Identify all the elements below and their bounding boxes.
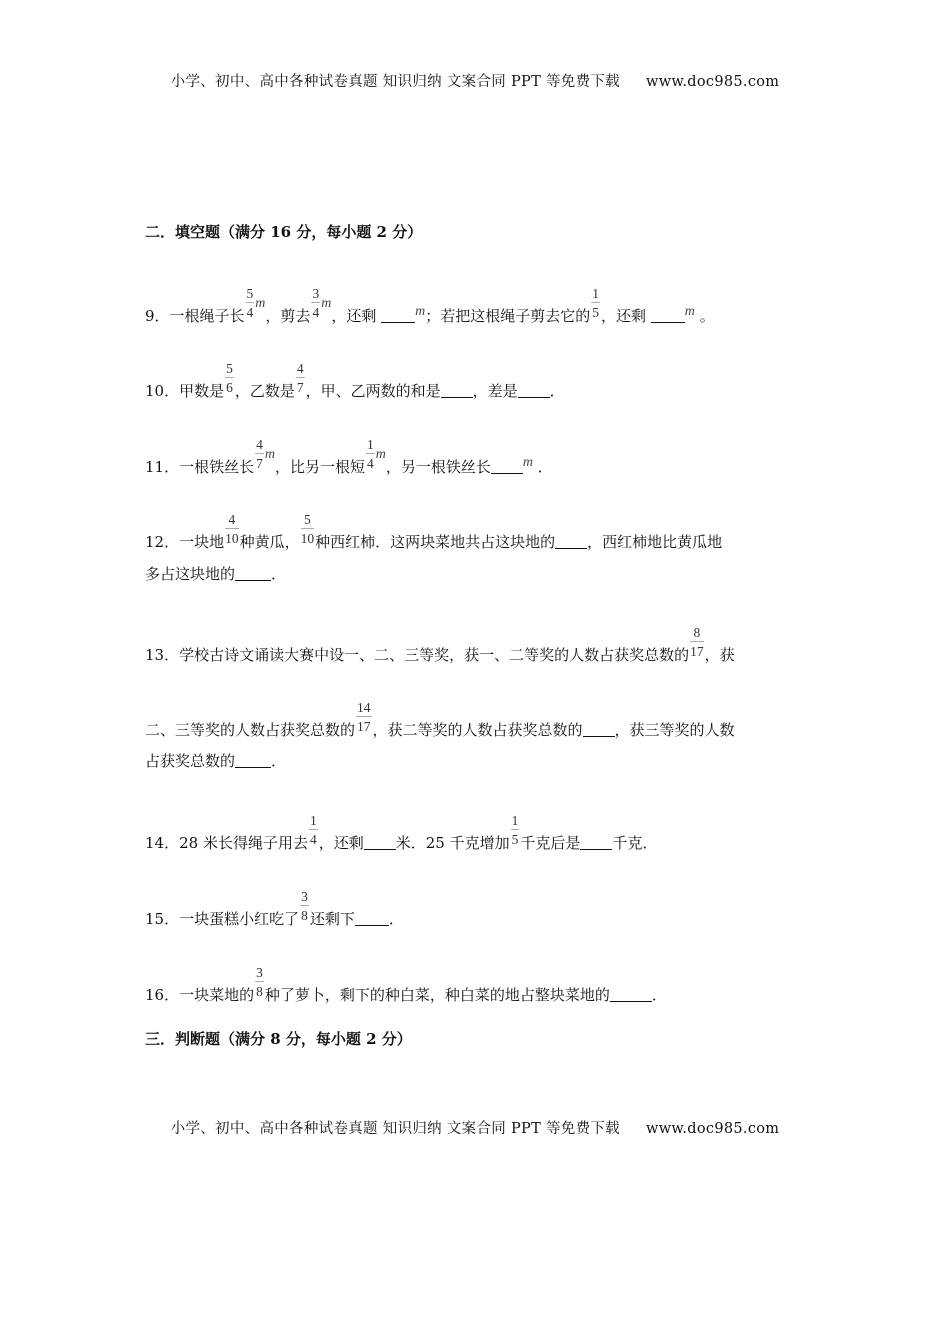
q10-text-c: ，甲、乙两数的和是 [305, 382, 441, 400]
q14-text-c: 米．25 千克增加 [395, 834, 510, 852]
q12-text-c: 种西红柿．这两块菜地共占这块地的 [315, 533, 556, 551]
q9-f1-num: 5 [246, 286, 254, 301]
q12-blank-1[interactable] [555, 534, 587, 549]
q13-text-b: ，获 [704, 646, 735, 664]
section-2-title: 二．填空题（满分 16 分，每小题 2 分） [145, 223, 423, 241]
q9-unit-4: m [684, 304, 695, 319]
q11-f1-num: 4 [256, 437, 263, 452]
q11-unit-2: m [375, 447, 386, 462]
q14-f1-num: 1 [309, 813, 317, 828]
q13-line2-text-c: ，获三等奖的人数 [614, 721, 735, 739]
q15-text-b: 还剩下 [309, 910, 355, 928]
q10-text-a: 10．甲数是 [145, 382, 225, 400]
q15-f1-den: 8 [301, 908, 308, 923]
q9-fraction-3 [591, 286, 600, 320]
q13-fraction-2 [356, 700, 372, 734]
q14-blank-2[interactable] [580, 835, 612, 850]
q10-f2-den: 7 [296, 380, 304, 395]
q13-text-a: 13．学校古诗文诵读大赛中设一、二、三等奖，获一、二等奖的人数占获奖总数的 [145, 646, 690, 664]
q13-f1-num: 8 [690, 625, 704, 642]
q14-text-a: 14．28 米长得绳子用去 [145, 834, 308, 852]
question-11 [145, 437, 810, 481]
q12-f1-den: 10 [225, 531, 239, 546]
q11-text-c: ，另一根铁丝长 [385, 458, 491, 476]
q14-text-b: ，还剩 [318, 834, 364, 852]
q9-blank-2[interactable] [651, 308, 685, 323]
q10-fraction-1 [225, 361, 234, 395]
q9-text-d: ；若把这根绳子剪去它的 [425, 307, 591, 325]
q15-text-c: ． [388, 910, 404, 928]
q11-text-a: 11．一根铁丝长 [145, 458, 255, 476]
q16-text-c: ． [651, 986, 667, 1004]
q13-f1-den: 17 [690, 644, 704, 659]
q9-text-f: 。 [699, 307, 715, 325]
page-footer [0, 1117, 950, 1138]
header-site: www.doc985.com [645, 74, 780, 90]
q16-f1-num: 3 [256, 965, 263, 980]
q14-f1-den: 4 [309, 832, 317, 847]
q16-text-a: 16．一块菜地的 [145, 986, 255, 1004]
q16-text-b: 种了萝卜，剩下的种白菜，种白菜的地占整块菜地的 [264, 986, 610, 1004]
section-3-title: 三．判断题（满分 8 分，每小题 2 分） [145, 1030, 412, 1048]
q11-text-d: ． [537, 458, 553, 476]
q12-f2-den: 10 [300, 531, 315, 546]
q11-f1-den: 7 [256, 456, 263, 471]
q10-f2-num: 4 [296, 361, 304, 376]
q9-f3-num: 1 [592, 286, 599, 301]
q13-line2-text-a: 二、三等奖的人数占获奖总数的 [145, 721, 356, 739]
question-13 [145, 625, 810, 669]
q14-text-e: 千克． [612, 834, 658, 852]
q16-blank[interactable] [610, 987, 652, 1002]
q9-text-a: 9．一根绳子长 [145, 307, 245, 325]
q10-text-e: ． [549, 382, 565, 400]
q14-f2-num: 1 [511, 813, 519, 828]
q12-text-a: 12．一块地 [145, 533, 225, 551]
q9-f1-den: 4 [246, 305, 254, 320]
q9-fraction-1 [246, 286, 255, 320]
q9-text-e: ，还剩 [601, 307, 647, 325]
q13-f2-num: 14 [357, 700, 371, 715]
q9-f3-den: 5 [592, 305, 599, 320]
q12-f1-num: 4 [225, 512, 239, 529]
q15-text-a: 15．一块蛋糕小红吃了 [145, 910, 300, 928]
q13-line2-text-b: ，获二等奖的人数占获奖总数的 [372, 721, 583, 739]
q15-f1-num: 3 [301, 889, 308, 904]
q9-fraction-2 [311, 286, 320, 320]
question-12 [145, 512, 810, 556]
q13-blank-1[interactable] [583, 722, 615, 737]
q9-unit-2: m [321, 296, 332, 311]
q11-fraction-2 [366, 437, 375, 471]
q12-f2-num: 5 [301, 512, 315, 529]
question-12-line2 [145, 563, 286, 584]
q11-f2-num: 1 [366, 437, 374, 452]
q12-text-d: ，西红柿地比黄瓜地 [587, 533, 723, 551]
q12-fraction-1 [225, 512, 239, 546]
q15-blank[interactable] [355, 911, 389, 926]
q9-text-b: ，剪去 [265, 307, 311, 325]
question-13-line3 [145, 750, 286, 771]
question-13-line2 [145, 700, 810, 744]
footer-text: 小学、初中、高中各种试卷真题 知识归纳 文案合同 PPT 等免费下载 [170, 1121, 620, 1137]
q9-unit-3: m [415, 304, 426, 319]
question-16 [145, 965, 810, 1009]
q10-f1-num: 5 [226, 361, 233, 376]
q9-unit-1: m [255, 296, 266, 311]
q9-f2-num: 3 [312, 286, 320, 301]
q11-f2-den: 4 [366, 456, 374, 471]
q10-blank-1[interactable] [441, 383, 473, 398]
q10-fraction-2 [296, 361, 305, 395]
q13-f2-den: 17 [357, 719, 371, 734]
q14-fraction-1 [309, 813, 318, 847]
q11-blank[interactable] [491, 459, 523, 474]
footer-site: www.doc985.com [645, 1121, 780, 1137]
q9-blank-1[interactable] [381, 308, 415, 323]
q10-f1-den: 6 [226, 380, 233, 395]
q10-blank-2[interactable] [518, 383, 550, 398]
q13-fraction-1 [690, 625, 704, 659]
q16-fraction-1 [255, 965, 264, 999]
q12-text-b: 种黄瓜， [239, 533, 300, 551]
q11-unit-1: m [264, 447, 275, 462]
q16-f1-den: 8 [256, 984, 263, 999]
q12-line2-text-b: ． [271, 565, 287, 583]
q9-text-c: ，还剩 [331, 307, 377, 325]
q11-unit-3: m [522, 455, 533, 470]
q11-fraction-1 [255, 437, 264, 471]
q9-f2-den: 4 [312, 305, 320, 320]
q14-blank-1[interactable] [364, 835, 396, 850]
page-header [0, 70, 950, 91]
question-14 [145, 813, 810, 857]
question-10 [145, 361, 810, 405]
q13-line3-text-a: 占获奖总数的 [145, 752, 236, 770]
header-text: 小学、初中、高中各种试卷真题 知识归纳 文案合同 PPT 等免费下载 [170, 74, 620, 90]
q13-line3-text-b: ． [271, 752, 287, 770]
question-9 [145, 286, 810, 330]
q12-line2-text-a: 多占这块地的 [145, 565, 236, 583]
q14-fraction-2 [511, 813, 520, 847]
q15-fraction-1 [300, 889, 309, 923]
q14-f2-den: 5 [511, 832, 519, 847]
q12-blank-2[interactable] [235, 566, 271, 581]
q10-text-b: ，乙数是 [234, 382, 295, 400]
q14-text-d: 千克后是 [520, 834, 581, 852]
q11-text-b: ，比另一根短 [274, 458, 365, 476]
q13-blank-2[interactable] [235, 753, 271, 768]
q12-fraction-2 [301, 512, 315, 546]
q10-text-d: ，差是 [472, 382, 518, 400]
question-15 [145, 889, 810, 933]
